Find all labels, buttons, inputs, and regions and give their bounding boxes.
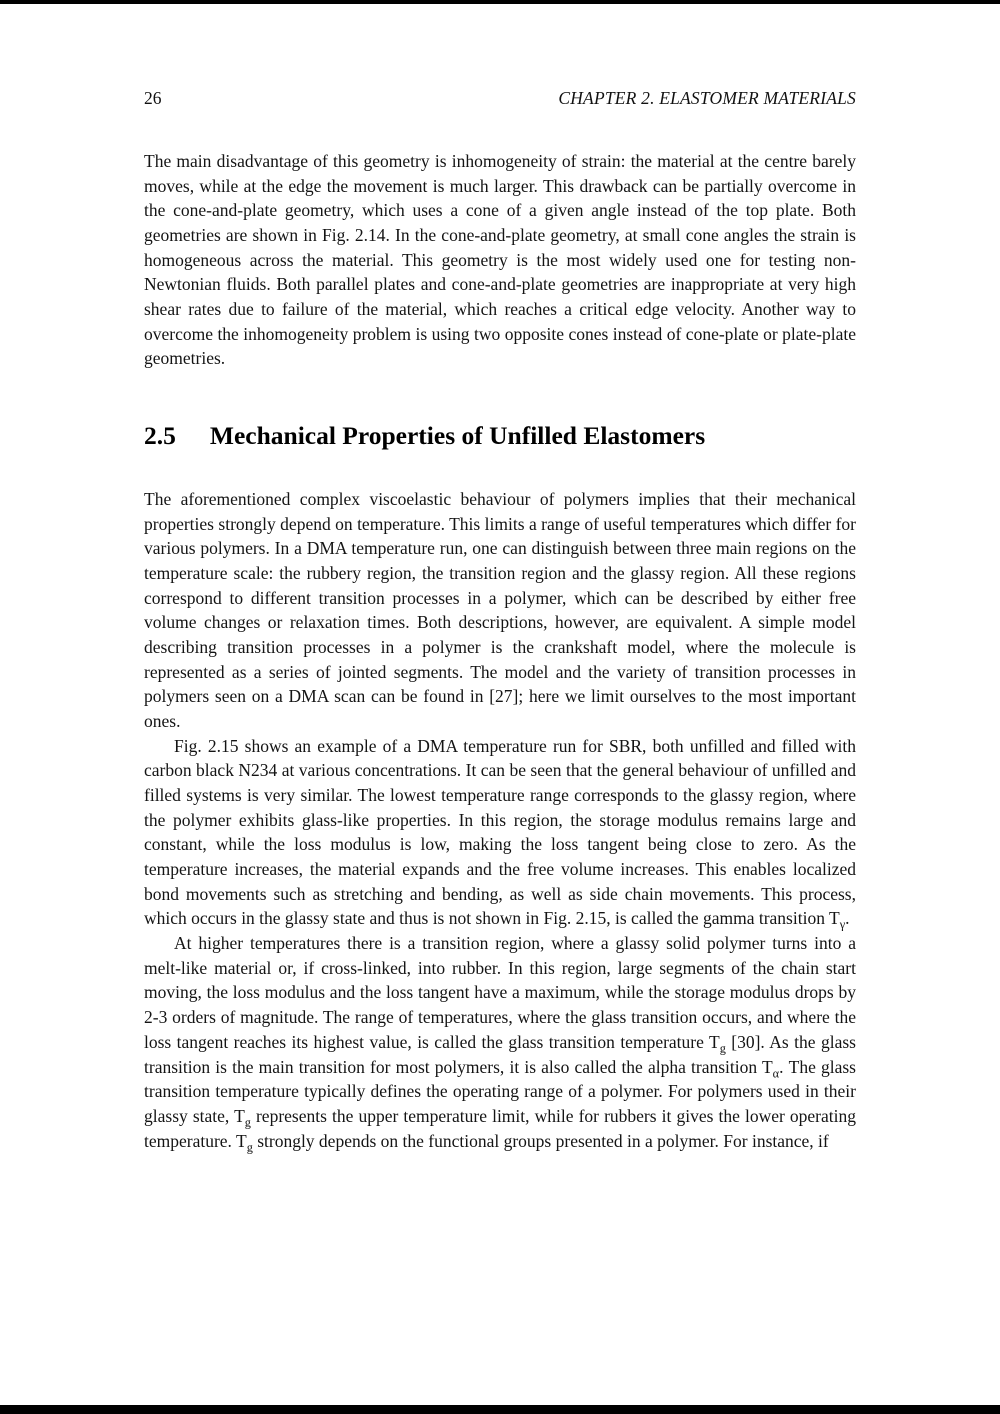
page-body (144, 149, 856, 1153)
section-title: Mechanical Properties of Unfilled Elastomers (209, 421, 706, 451)
section-number: 2.5 (144, 421, 176, 451)
page-number: 26 (144, 88, 162, 108)
running-head-title: CHAPTER 2. ELASTOMER MATERIALS (558, 88, 856, 108)
section-heading (144, 421, 856, 451)
page-edge-bottom (0, 1405, 1000, 1414)
page-edge-top (0, 0, 1000, 4)
section-paragraph-1: The aforementioned complex viscoelastic behaviour of polymers implies that their mechanical properties strongly depend on temperature. This limits a range of useful temperatures which differ for various polymers. In a DMA temperature run, one can distinguish between three main regions on the temperature scale: the rubbery region, the transition region and the glassy region. All these regions correspond to different transition processes in a polymer, which can be described by either free volume changes or relaxation times. Both descriptions, however, are equivalent. A simple model describing transition processes in a polymer is the crankshaft model, where the molecule is represented as a series of jointed segments. The model and the variety of transition processes in polymers seen on a DMA scan can be found in [27]; here we limit ourselves to the most important ones. (144, 489, 856, 732)
document-page (144, 0, 856, 1153)
section-paragraph-2: Fig. 2.15 shows an example of a DMA temperature run for SBR, both unfilled and filled with carbon black N234 at various concentrations. It can be seen that the general behaviour of unfilled and filled systems is very similar. The lowest temperature range corresponds to the glassy region, where the polymer exhibits glass-like properties. In this region, the storage modulus remains large and constant, while the loss modulus is low, making the loss tangent being close to zero. As the temperature increases, the material expands and the free volume increases. This enables localized bond movements such as stretching and bending, as well as side chain movements. This process, which occurs in the glassy state and thus is not shown in Fig. 2.15, is called the gamma transition $T_\gamma$. (144, 735, 856, 932)
intro-paragraph: The main disadvantage of this geometry is inhomogeneity of strain: the material at the centre barely moves, while at the edge the movement is much larger. This drawback can be partially overcome in the cone-and-plate geometry, which uses a cone of a given angle instead of the top plate. Both geometries are shown in Fig. 2.14. In the cone-and-plate geometry, at small cone angles the strain is homogeneous across the material. This geometry is the most widely used one for testing non-Newtonian fluids. Both parallel plates and cone-and-plate geometries are inappropriate at very high shear rates due to failure of the material, which reaches a critical edge velocity. Another way to overcome the inhomogeneity problem is using two opposite cones instead of cone-plate or plate-plate geometries. (144, 151, 856, 369)
section-paragraph-3: At higher temperatures there is a transition region, where a glassy solid polymer turns into a melt-like material or, if cross-linked, into rubber. In this region, large segments of the chain start moving, the loss modulus and the loss tangent have a maximum, while the storage modulus drops by 2-3 orders of magnitude. The range of temperatures, where the glass transition occurs, and where the loss tangent reaches its highest value, is called the glass transition temperature $T_g$ [30]. As the glass transition is the main transition for most polymers, it is also called the alpha transition $T_\alpha$. The glass transition temperature typically defines the operating range of a polymer. For polymers used in their glassy state, $T_g$ represents the upper temperature limit, while for rubbers it gives the lower operating temperature. $T_g$ strongly depends on the functional groups presented in a polymer. For instance, if (144, 933, 856, 1155)
running-header (144, 88, 856, 109)
